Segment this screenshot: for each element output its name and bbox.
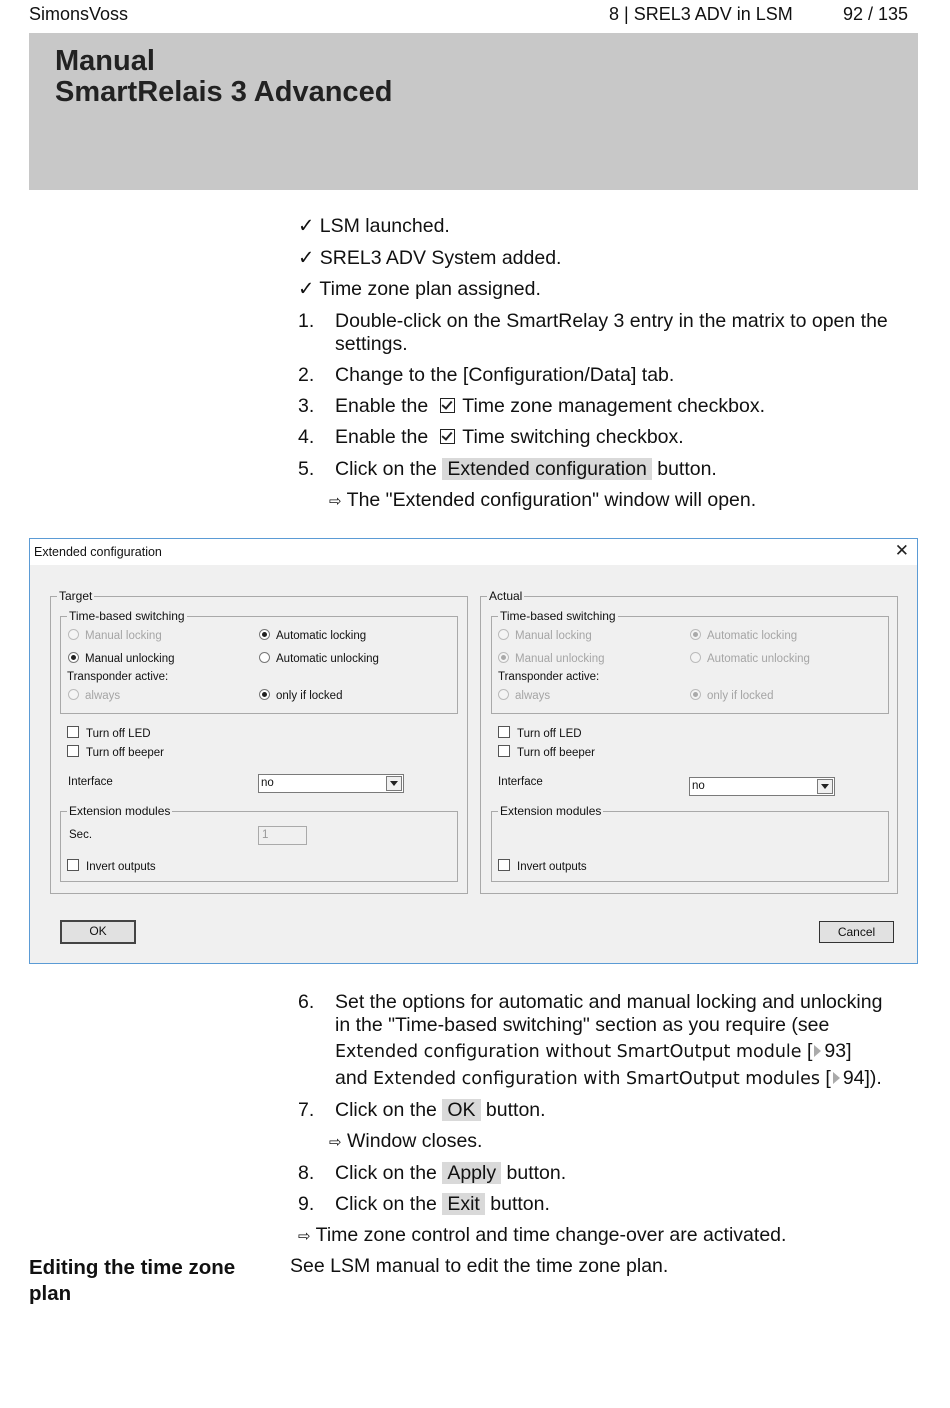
section-title: 8 | SREL3 ADV in LSM xyxy=(609,4,793,24)
section-heading: Editing the time zone plan xyxy=(29,1256,236,1305)
chevron-down-icon xyxy=(817,779,833,794)
page-ref-triangle-icon xyxy=(814,1045,821,1057)
step-number: 4. xyxy=(298,426,315,448)
cancel-button[interactable]: Cancel xyxy=(819,921,894,943)
actual-manual-locking-radio: Manual locking xyxy=(498,629,592,642)
target-interface-select[interactable]: no xyxy=(258,774,404,793)
prereq-item: ✓ SREL3 ADV System added. xyxy=(298,247,562,269)
target-legend: Target xyxy=(59,589,93,603)
reference-link[interactable]: Extended configuration without SmartOutput module xyxy=(335,1042,802,1062)
step-text: Click on the Extended configuration button. xyxy=(335,458,717,480)
prereq-item: ✓ Time zone plan assigned. xyxy=(298,278,541,300)
cross-reference: Extended configuration without SmartOutput module [ 93] xyxy=(335,1040,852,1062)
banner-title-line2: SmartRelais 3 Advanced xyxy=(55,76,393,108)
banner-title-line1: Manual xyxy=(55,45,155,77)
check-icon: ✓ xyxy=(298,278,315,300)
actual-invert-outputs-checkbox: Invert outputs xyxy=(498,859,587,873)
actual-interface-select: no xyxy=(689,777,835,796)
target-always-radio[interactable]: always xyxy=(68,689,120,702)
target-interface-label: Interface xyxy=(68,776,113,788)
button-reference: Apply xyxy=(442,1162,501,1184)
ext-legend: Extension modules xyxy=(69,804,171,818)
button-reference: Exit xyxy=(442,1193,485,1215)
tbs-legend: Time-based switching xyxy=(500,609,616,623)
close-icon[interactable]: ✕ xyxy=(894,541,909,561)
ok-button[interactable]: OK xyxy=(60,920,136,944)
ext-legend: Extension modules xyxy=(500,804,602,818)
target-manual-unlocking-radio[interactable]: Manual unlocking xyxy=(68,652,175,665)
step-result: ⇨ The "Extended configuration" window will open. xyxy=(329,489,757,511)
step-number: 5. xyxy=(298,458,315,480)
check-icon: ✓ xyxy=(298,247,315,269)
page-ref-triangle-icon xyxy=(833,1072,840,1084)
tbs-legend: Time-based switching xyxy=(69,609,185,623)
check-icon: ✓ xyxy=(298,215,315,237)
step-number: 2. xyxy=(298,364,315,386)
chevron-down-icon xyxy=(386,776,402,791)
actual-interface-label: Interface xyxy=(498,776,543,788)
step-text: Change to the [Configuration/Data] tab. xyxy=(335,364,675,386)
actual-automatic-locking-radio: Automatic locking xyxy=(690,629,797,642)
checkbox-checked-icon xyxy=(440,398,455,413)
transponder-active-label: Transponder active: xyxy=(67,671,169,683)
result-arrow-icon: ⇨ xyxy=(329,492,342,510)
sec-input[interactable]: 1 xyxy=(258,826,307,845)
actual-only-if-locked-radio: only if locked xyxy=(690,689,773,702)
sec-label: Sec. xyxy=(69,829,93,841)
button-reference: OK xyxy=(442,1099,480,1121)
step-number: 1. xyxy=(298,310,315,332)
step-number: 3. xyxy=(298,395,315,417)
actual-turn-off-led-checkbox: Turn off LED xyxy=(498,726,582,740)
step-result: ⇨ Window closes. xyxy=(329,1130,483,1152)
actual-legend: Actual xyxy=(489,589,523,603)
step-number: 7. xyxy=(298,1099,315,1121)
title-banner xyxy=(29,33,918,190)
actual-manual-unlocking-radio: Manual unlocking xyxy=(498,652,605,665)
step-text: Enable the Time switching checkbox. xyxy=(335,426,684,448)
step-text: Enable the Time zone management checkbox. xyxy=(335,395,766,417)
page-number: 92 / 135 xyxy=(843,4,909,24)
step-text: settings. xyxy=(335,333,408,355)
dialog-titlebar xyxy=(30,539,917,565)
dialog-title: Extended configuration xyxy=(34,545,162,559)
checkbox-checked-icon xyxy=(440,429,455,444)
transponder-active-label: Transponder active: xyxy=(498,671,600,683)
result-arrow-icon: ⇨ xyxy=(298,1227,311,1245)
actual-automatic-unlocking-radio: Automatic unlocking xyxy=(690,652,810,665)
target-invert-outputs-checkbox[interactable]: Invert outputs xyxy=(67,859,156,873)
step-number: 8. xyxy=(298,1162,315,1184)
target-manual-locking-radio[interactable]: Manual locking xyxy=(68,629,162,642)
extended-configuration-dialog xyxy=(29,538,918,964)
button-reference: Extended configuration xyxy=(442,458,651,480)
step-text: Set the options for automatic and manual locking and unlocking xyxy=(335,991,883,1013)
step-text: Click on the Apply button. xyxy=(335,1162,567,1184)
brand-name: SimonsVoss xyxy=(29,4,129,24)
step-number: 6. xyxy=(298,991,315,1013)
prereq-item: ✓ LSM launched. xyxy=(298,215,450,237)
actual-always-radio: always xyxy=(498,689,550,702)
step-text: Click on the OK button. xyxy=(335,1099,546,1121)
final-result: ⇨ Time zone control and time change-over are activated. xyxy=(298,1224,787,1246)
target-automatic-unlocking-radio[interactable]: Automatic unlocking xyxy=(259,652,379,665)
step-text: Double-click on the SmartRelay 3 entry in the matrix to open the xyxy=(335,310,888,332)
step-text: in the "Time-based switching" section as you require (see xyxy=(335,1014,830,1036)
actual-turn-off-beeper-checkbox: Turn off beeper xyxy=(498,745,595,759)
target-only-if-locked-radio[interactable]: only if locked xyxy=(259,689,342,702)
reference-link[interactable]: Extended configuration with SmartOutput modules xyxy=(372,1069,820,1089)
result-arrow-icon: ⇨ xyxy=(329,1133,342,1151)
cross-reference: and Extended configuration with SmartOutput modules [ 94]). xyxy=(335,1067,882,1089)
section-text: See LSM manual to edit the time zone plan. xyxy=(290,1255,669,1277)
step-text: Click on the Exit button. xyxy=(335,1193,550,1215)
target-turn-off-beeper-checkbox[interactable]: Turn off beeper xyxy=(67,745,164,759)
step-number: 9. xyxy=(298,1193,315,1215)
target-turn-off-led-checkbox[interactable]: Turn off LED xyxy=(67,726,151,740)
target-automatic-locking-radio[interactable]: Automatic locking xyxy=(259,629,366,642)
